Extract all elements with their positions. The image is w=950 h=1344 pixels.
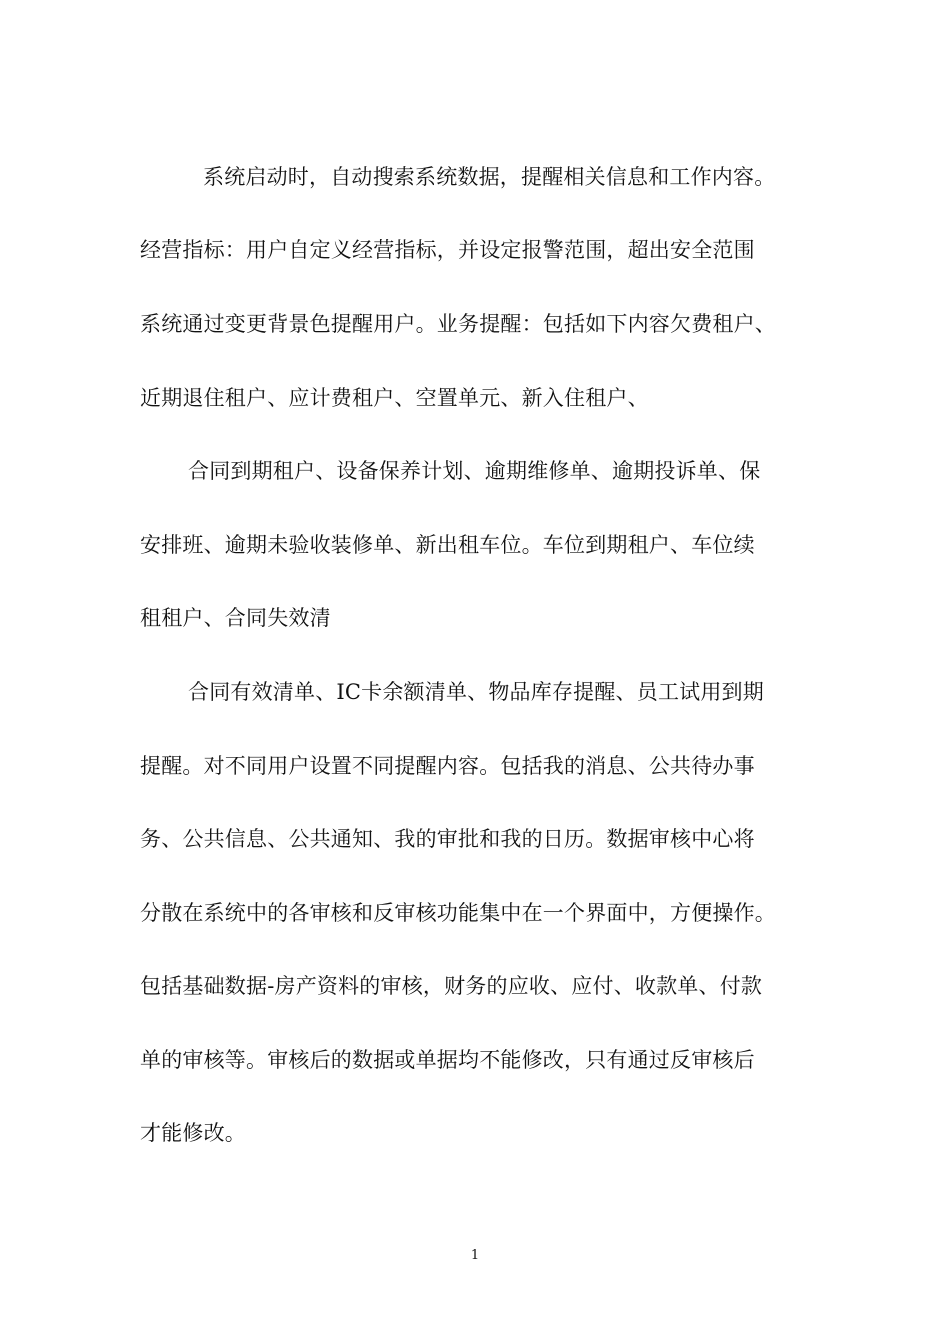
text-line-12: 包括基础数据-房产资料的审核，财务的应收、应付、收款单、付款 [140, 974, 763, 998]
text-line-8: 合同有效清单、IC卡余额清单、物品库存提醒、员工试用到期 [188, 680, 764, 704]
text-line-11: 分散在系统中的各审核和反审核功能集中在一个界面中，方便操作。 [140, 901, 776, 925]
text-line-9: 提醒。对不同用户设置不同提醒内容。包括我的消息、公共待办事 [140, 754, 755, 778]
text-line-14: 才能修改。 [140, 1121, 246, 1145]
text-line-3: 系统通过变更背景色提醒用户。业务提醒：包括如下内容欠费租户、 [140, 312, 776, 336]
text-line-10: 务、公共信息、公共通知、我的审批和我的日历。数据审核中心将 [140, 827, 755, 851]
page-number: 1 [470, 1248, 480, 1263]
text-line-7: 租租户、合同失效清 [140, 606, 331, 630]
text-line-2: 经营指标：用户自定义经营指标，并设定报警范围，超出安全范围 [140, 238, 755, 262]
text-line-1: 系统启动时，自动搜索系统数据，提醒相关信息和工作内容。 [203, 165, 776, 189]
text-line-13: 单的审核等。审核后的数据或单据均不能修改，只有通过反审核后 [140, 1048, 755, 1072]
text-line-5: 合同到期租户、设备保养计划、逾期维修单、逾期投诉单、保 [188, 459, 761, 483]
text-line-4: 近期退住租户、应计费租户、空置单元、新入住租户、 [140, 386, 649, 410]
text-line-6: 安排班、逾期未验收装修单、新出租车位。车位到期租户、车位续 [140, 533, 755, 557]
